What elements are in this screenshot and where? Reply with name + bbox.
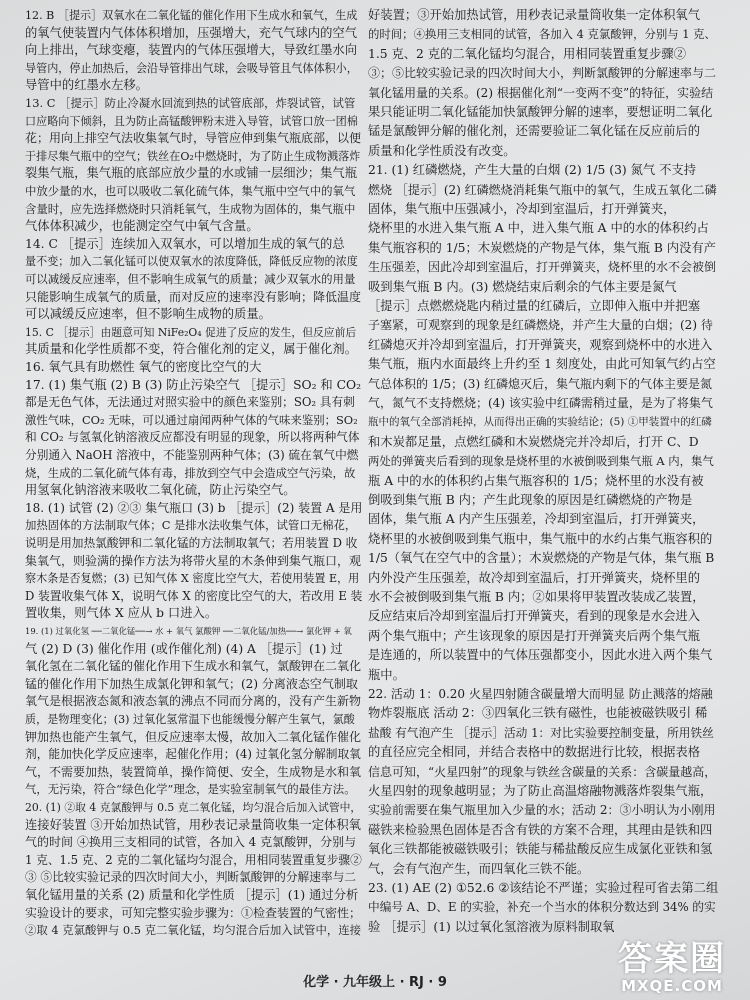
text-line: 都是无色气体，无法通过对照实验中的颜色来鉴别；SO₂ 具有刺 bbox=[25, 395, 355, 410]
text-line: 瓶中的氧气全部消耗掉，从而得出正确的实验结论；(5) ①甲装置中的红磷 bbox=[368, 416, 712, 429]
text-line: 好装置；③开始加热试管，用秒表记录量筒收集一定体积氧气 bbox=[368, 8, 701, 22]
text-line: 激性气味，CO₂ 无味，可以通过扇闻两种气体的气味来鉴别；SO₂ bbox=[25, 412, 358, 427]
text-line: 氧化锰用量的关系 (2) 质量和化学性质 ［提示］(1) 通过分析 bbox=[25, 888, 359, 902]
text-line: 烧杯里的水进入集气瓶 A 中，进入集气瓶 A 中的水的体积约占 bbox=[368, 221, 709, 236]
text-line: 气，会有气泡产生，而四氧化三铁不能。 bbox=[368, 861, 590, 876]
text-line: 的氧气使装置内气体体积增加，压强增大，充气气球内的空气 bbox=[25, 25, 358, 40]
text-line: 花；用向上排空气法收集氧气时，导管应伸到集气瓶底部，以便 bbox=[25, 131, 362, 146]
text-line: 和 CO₂ 与氢氧化钠溶液反应都没有明显的现象，所以将两种气体 bbox=[25, 430, 360, 445]
text-line: 向上排出，气球变瘪，装置内的气体压强增大，导致红墨水向 bbox=[25, 43, 358, 58]
text-line: 烧，生成的二氧化硫气体有毒，排放到空气中会造成空气污染，故 bbox=[25, 465, 356, 480]
text-line: 反应结束后冷却到室温后打开弹簧夹，看到的现象是水会进入 bbox=[368, 609, 701, 624]
text-line: 中编号 A、D、E 的实验，补充一个当水的体积分数达到 34% 的实 bbox=[368, 900, 716, 915]
text-line: 氧气是根据液态氮和液态氧的沸点不同而分离的，没有产生新物 bbox=[25, 694, 362, 709]
text-line: 17. (1) 集气瓶 (2) B (3) 防止污染空气 ［提示］SO₂ 和 CO₂ bbox=[25, 377, 362, 392]
text-line: 口应略向下倾斜，且为防止高锰酸钾粉末进入导管，试管口放一团棉 bbox=[25, 114, 358, 128]
watermark-text: 答案圈 bbox=[618, 939, 726, 979]
text-line: 物炸裂瓶底 活动 2：③四氧化三铁有磁性，也能被磁铁吸引 稀 bbox=[368, 706, 708, 721]
text-line: 气总体积的 1/5；(3) 红磷熄灭后，集气瓶内剩下的气体主要是氮 bbox=[368, 376, 712, 391]
text-line: 导管中的红墨水左移。 bbox=[25, 78, 148, 93]
text-line: 19. (1) 过氧化氢 ──二氧化锰──→ 水 + 氧气 氯酸钾 ──二氧化锰/加热──→ 氯化钾 + 氧 bbox=[25, 626, 352, 636]
text-line: 可以减缓反应速率，但不影响生成氧气的质量；减少双氧水的用量 bbox=[25, 272, 356, 286]
text-line: 磁铁来检验黑色固体是否含有铁的方案不合理，其理由是铁和四 bbox=[368, 822, 713, 837]
text-line: ［提示］点燃燃烧匙内稍过量的红磷后，立即伸入瓶中并把塞 bbox=[368, 299, 701, 313]
text-line: 14. C ［提示］连续加入双氧水，可以增加生成的氧气的总 bbox=[25, 236, 345, 251]
text-line: 燃烧 ［提示］(2) 红磷燃烧消耗集气瓶中的氧气，生成五氧化二磷 bbox=[368, 182, 717, 197]
text-line: 两个集气瓶中；产生该现象的原因是打开弹簧夹后两个集气瓶 bbox=[368, 628, 701, 643]
text-line: 连接好装置 ③开始加热试管，用秒表记录量筒收集一定体积氧 bbox=[25, 817, 361, 832]
text-line: 21. (1) 红磷燃烧，产生大量的白烟 (2) 1/5 (3) 氮气 不支持 bbox=[368, 163, 697, 178]
text-line: 盐酸 有气泡产生 ［提示］活动 1：对比实验要控制变量，所用铁丝 bbox=[368, 725, 714, 740]
text-line: 气体体积减少，也能测定空气中氧气含量。 bbox=[25, 219, 259, 234]
text-line: 火星四射的现象越明显；为了防止高温熔融物溅落炸裂集气瓶， bbox=[368, 784, 713, 798]
text-line: 红磷熄灭并冷却到室温后，打开弹簧夹，观察到烧杯中的水进入 bbox=[368, 337, 713, 352]
text-line: 气的时间 ④换用三支相同的试管，各加入 4 克氯酸钾，分别与 bbox=[25, 835, 357, 850]
text-line: 两处的弹簧夹后看到的现象是烧杯里的水被倒吸到集气瓶 A 内，集气 bbox=[368, 454, 714, 469]
text-line: 和木炭都足量，点燃红磷和木炭燃烧完并冷却后，打开 C、D bbox=[368, 434, 699, 449]
text-line: 说明是用加热氯酸钾和二氧化锰的方法制取氧气；若用装置 D 收 bbox=[25, 536, 358, 550]
text-line: 剂，能加快化学反应速率，起催化作用；(4) 过氧化氢分解制取氧 bbox=[25, 747, 361, 762]
page-footer: 化学 · 九年级上 · RJ · 9 bbox=[303, 975, 447, 990]
text-line: 集气瓶，瓶内水面最终上升约至 1 刻度处，由此可知氧气约占空 bbox=[368, 357, 716, 372]
text-line: 只能影响生成氧气的质量，而对反应的速率没有影响；降低温度 bbox=[25, 289, 362, 304]
text-line: 12. B ［提示］双氧水在二氧化锰的催化作用下生成水和氧气，生成 bbox=[25, 9, 358, 22]
text-line: 生压强差，因此冷却到室温后，打开弹簧夹，烧杯里的水不会被倒 bbox=[368, 260, 717, 275]
text-line: ③ ⑤比较实验记录的四次时间大小，判断氯酸钾的分解速率与二 bbox=[25, 870, 356, 885]
text-line: 的直径应完全相同，并结合表格中的数据进行比较，根据表格 bbox=[368, 745, 701, 760]
text-line: 烧杯里的水被倒吸到集气瓶中，集气瓶中的水约占集气瓶容积的 bbox=[368, 531, 713, 546]
text-line: 固体，集气瓶中压强减小，冷却到室温后，打开弹簧夹， bbox=[368, 202, 676, 216]
text-line: 水不会被倒吸到集气瓶 B 内；②如果将甲装置改装成乙装置， bbox=[368, 590, 705, 604]
text-line: 瓶 A 中的水的体积约占集气瓶容积的 1/5；烧杯里的水没有被 bbox=[368, 473, 704, 488]
text-line: 16. 氧气具有助燃性 氧气的密度比空气的大 bbox=[25, 360, 262, 374]
text-line: 质，是物理变化；(3) 过氧化氢常温下也能缓慢分解产生氧气，氯酸 bbox=[25, 713, 355, 726]
text-line: 氧化锰用量的关系。(2) 根据催化剂“一变两不变”的特征，实验结 bbox=[368, 85, 714, 100]
text-line: 量不变；加入二氧化锰可以使双氧水的浓度降低，降低反应物的浓度 bbox=[25, 255, 358, 269]
text-line: 于排尽集气瓶中的空气；铁丝在O₂中燃烧时，为了防止生成物溅落炸 bbox=[25, 149, 361, 163]
text-line: ③；⑤比较实验记录的四次时间大小，判断氯酸钾的分解速率与二 bbox=[368, 66, 717, 81]
text-line: 裂集气瓶，集气瓶的底部应放少量的水或铺一层细沙；集气瓶 bbox=[25, 166, 358, 181]
text-line: 的时间；④换用三支相同的试管，各加入 4 克氯酸钾，分别与 1 克、 bbox=[368, 27, 716, 42]
text-line: 1 克、1.5 克、2 克的二氧化锰均匀混合，用相同装置重复步骤② bbox=[25, 852, 362, 867]
text-line: 气，氮气不支持燃烧；(4) 该实验中红磷需稍过量，是为了将集气 bbox=[368, 396, 713, 410]
text-line: 含量时，应先选择燃烧时只消耗氧气，生成物为固体的，集气瓶中 bbox=[25, 201, 356, 216]
text-line: 18. (1) 试管 (2) ②③ 集气瓶口 (3) b ［提示］(2) 装置 A 是用 bbox=[25, 500, 363, 515]
text-line: 22. 活动 1：0.20 火星四射随含碳量增大而明显 防止溅落的熔融 bbox=[368, 687, 713, 701]
text-line: 氧化氢在二氧化锰的催化作用下生成水和氧气，氯酸钾在二氧化 bbox=[25, 659, 362, 674]
text-line: D 装置收集气体 X，说明气体 X 的密度比空气的大，若改用 E 装 bbox=[25, 588, 363, 603]
watermark-url: MXQE.COM bbox=[621, 977, 723, 995]
text-line: 氧化三铁都能被磁铁吸引；铁能与稀盐酸反应生成氯化亚铁和氢 bbox=[368, 842, 713, 857]
text-line: ②取 4 克氯酸钾与 0.5 克二氧化锰，均匀混合后加入试管中，连接 bbox=[25, 923, 362, 938]
text-line: 是连通的，所以装置中的气体压强都变小，因此水进入两个集气 bbox=[368, 648, 713, 663]
text-line: 质量和化学性质没有改变。 bbox=[368, 143, 516, 158]
text-line: 1.5 克、2 克的二氧化锰均匀混合，用相同装置重复步骤② bbox=[368, 46, 687, 61]
text-line: 实验设计的要求，可知完整实验步骤为：①检查装置的气密性； bbox=[25, 905, 362, 920]
text-line: 加热固体的方法制取气体；C 是排水法收集气体，试管口无棉花， bbox=[25, 518, 357, 533]
text-line: 钾加热也能产生氧气，但反应速率太慢，故加入二氧化锰作催化 bbox=[25, 729, 362, 744]
text-line: 其质量和化学性质都不变，符合催化剂的定义，属于催化剂。 bbox=[25, 342, 358, 357]
text-line: 集氧气，则验满的操作方法为将带火星的木条伸到集气瓶口，观 bbox=[25, 553, 362, 568]
text-line: 用氢氧化钠溶液来吸收二氧化硫，防止污染空气。 bbox=[25, 483, 296, 498]
text-line: 气 (2) D (3) 催化作用 (或作催化剂) (4) A ［提示］(1) 过 bbox=[25, 641, 343, 656]
text-line: 锰的催化作用下加热生成氯化钾和氧气；(2) 分离液态空气制取 bbox=[25, 676, 358, 691]
text-line: 锰是氯酸钾分解的催化剂，还需要验证二氧化锰在反应前后的 bbox=[368, 124, 701, 139]
text-line: 置收集，则气体 X 应从 b 口进入。 bbox=[25, 606, 218, 621]
text-line: 验 ［提示］(1) 以过氧化氢溶液为原料制取氧 bbox=[368, 919, 615, 934]
text-line: 20. (1) ②取 4 克氯酸钾与 0.5 克二氧化锰，均匀混合后加入试管中， bbox=[25, 801, 362, 814]
text-line: 固体，集气瓶 A 内产生压强差，冷却到室温后，打开弹簧夹， bbox=[368, 512, 705, 527]
text-line: 13. C ［提示］防止冷凝水回流到热的试管底部，炸裂试管，试管 bbox=[25, 96, 356, 110]
text-line: 气，不需要加热，装置简单，操作简便、安全，生成物是水和氧 bbox=[25, 764, 362, 779]
text-line: 1/5（氧气在空气中的含量）；木炭燃烧的产物是气体，集气瓶 B bbox=[368, 551, 715, 566]
text-line: 瓶中。 bbox=[368, 667, 405, 682]
watermark-logo bbox=[608, 940, 736, 994]
text-line: 倒吸到集气瓶 B 内；产生此现象的原因是红磷燃烧的产物是 bbox=[368, 493, 693, 507]
text-line: 实验前需要在集气瓶里加入少量的水；活动 2：③小明认为小刚用 bbox=[368, 803, 716, 818]
text-line: 吸到集气瓶 B 内。(3) 燃烧结束后剩余的气体主要是氮气 bbox=[368, 279, 677, 294]
text-line: 分别通入 NaOH 溶液中，不能鉴别两种气体；(3) 硫在氧气中燃 bbox=[25, 448, 359, 462]
text-line: 集气瓶容积的 1/5；木炭燃烧的产物是气体，集气瓶 B 内没有产 bbox=[368, 240, 716, 255]
text-line: 察木条是否复燃；(3) 已知气体 X 密度比空气大，若使用装置 E，用 bbox=[25, 572, 360, 586]
text-line: 子塞紧，可观察到的现象是红磷燃烧，并产生大量的白烟；(2) 待 bbox=[368, 318, 713, 333]
text-line: 中放少量的水，也可以吸收二氧化硫气体，集气瓶中空气中的氧气 bbox=[25, 184, 356, 198]
text-line: 可以减缓反应速率，但不影响生成物的质量。 bbox=[25, 307, 271, 322]
text-line: 气，无污染，符合“绿色化学”理念，是实验室制氧气的最佳方法。 bbox=[25, 782, 356, 797]
text-line: 内外没产生压强差，故冷却到室温后，打开弹簧夹，烧杯里的 bbox=[368, 570, 701, 585]
text-line: 23. (1) AE (2) ①52.6 ②该结论不严谨；实验过程可省去第二组 bbox=[368, 881, 719, 895]
text-line: 15. C ［提示］由题意可知 NiFe₂O₄ 促进了反应的发生，但反应前后 bbox=[25, 325, 357, 339]
text-line: 导管内，停止加热后，会沿导管排出气球，会吸导管且气体体积小， bbox=[25, 61, 358, 75]
text-line: 果只能证明二氧化锰能加快氯酸钾分解的速率，要想证明二氧化 bbox=[368, 105, 713, 119]
text-line: 信息可知，“火星四射”的现象与铁丝含碳量的关系：含碳量越高， bbox=[368, 764, 717, 779]
